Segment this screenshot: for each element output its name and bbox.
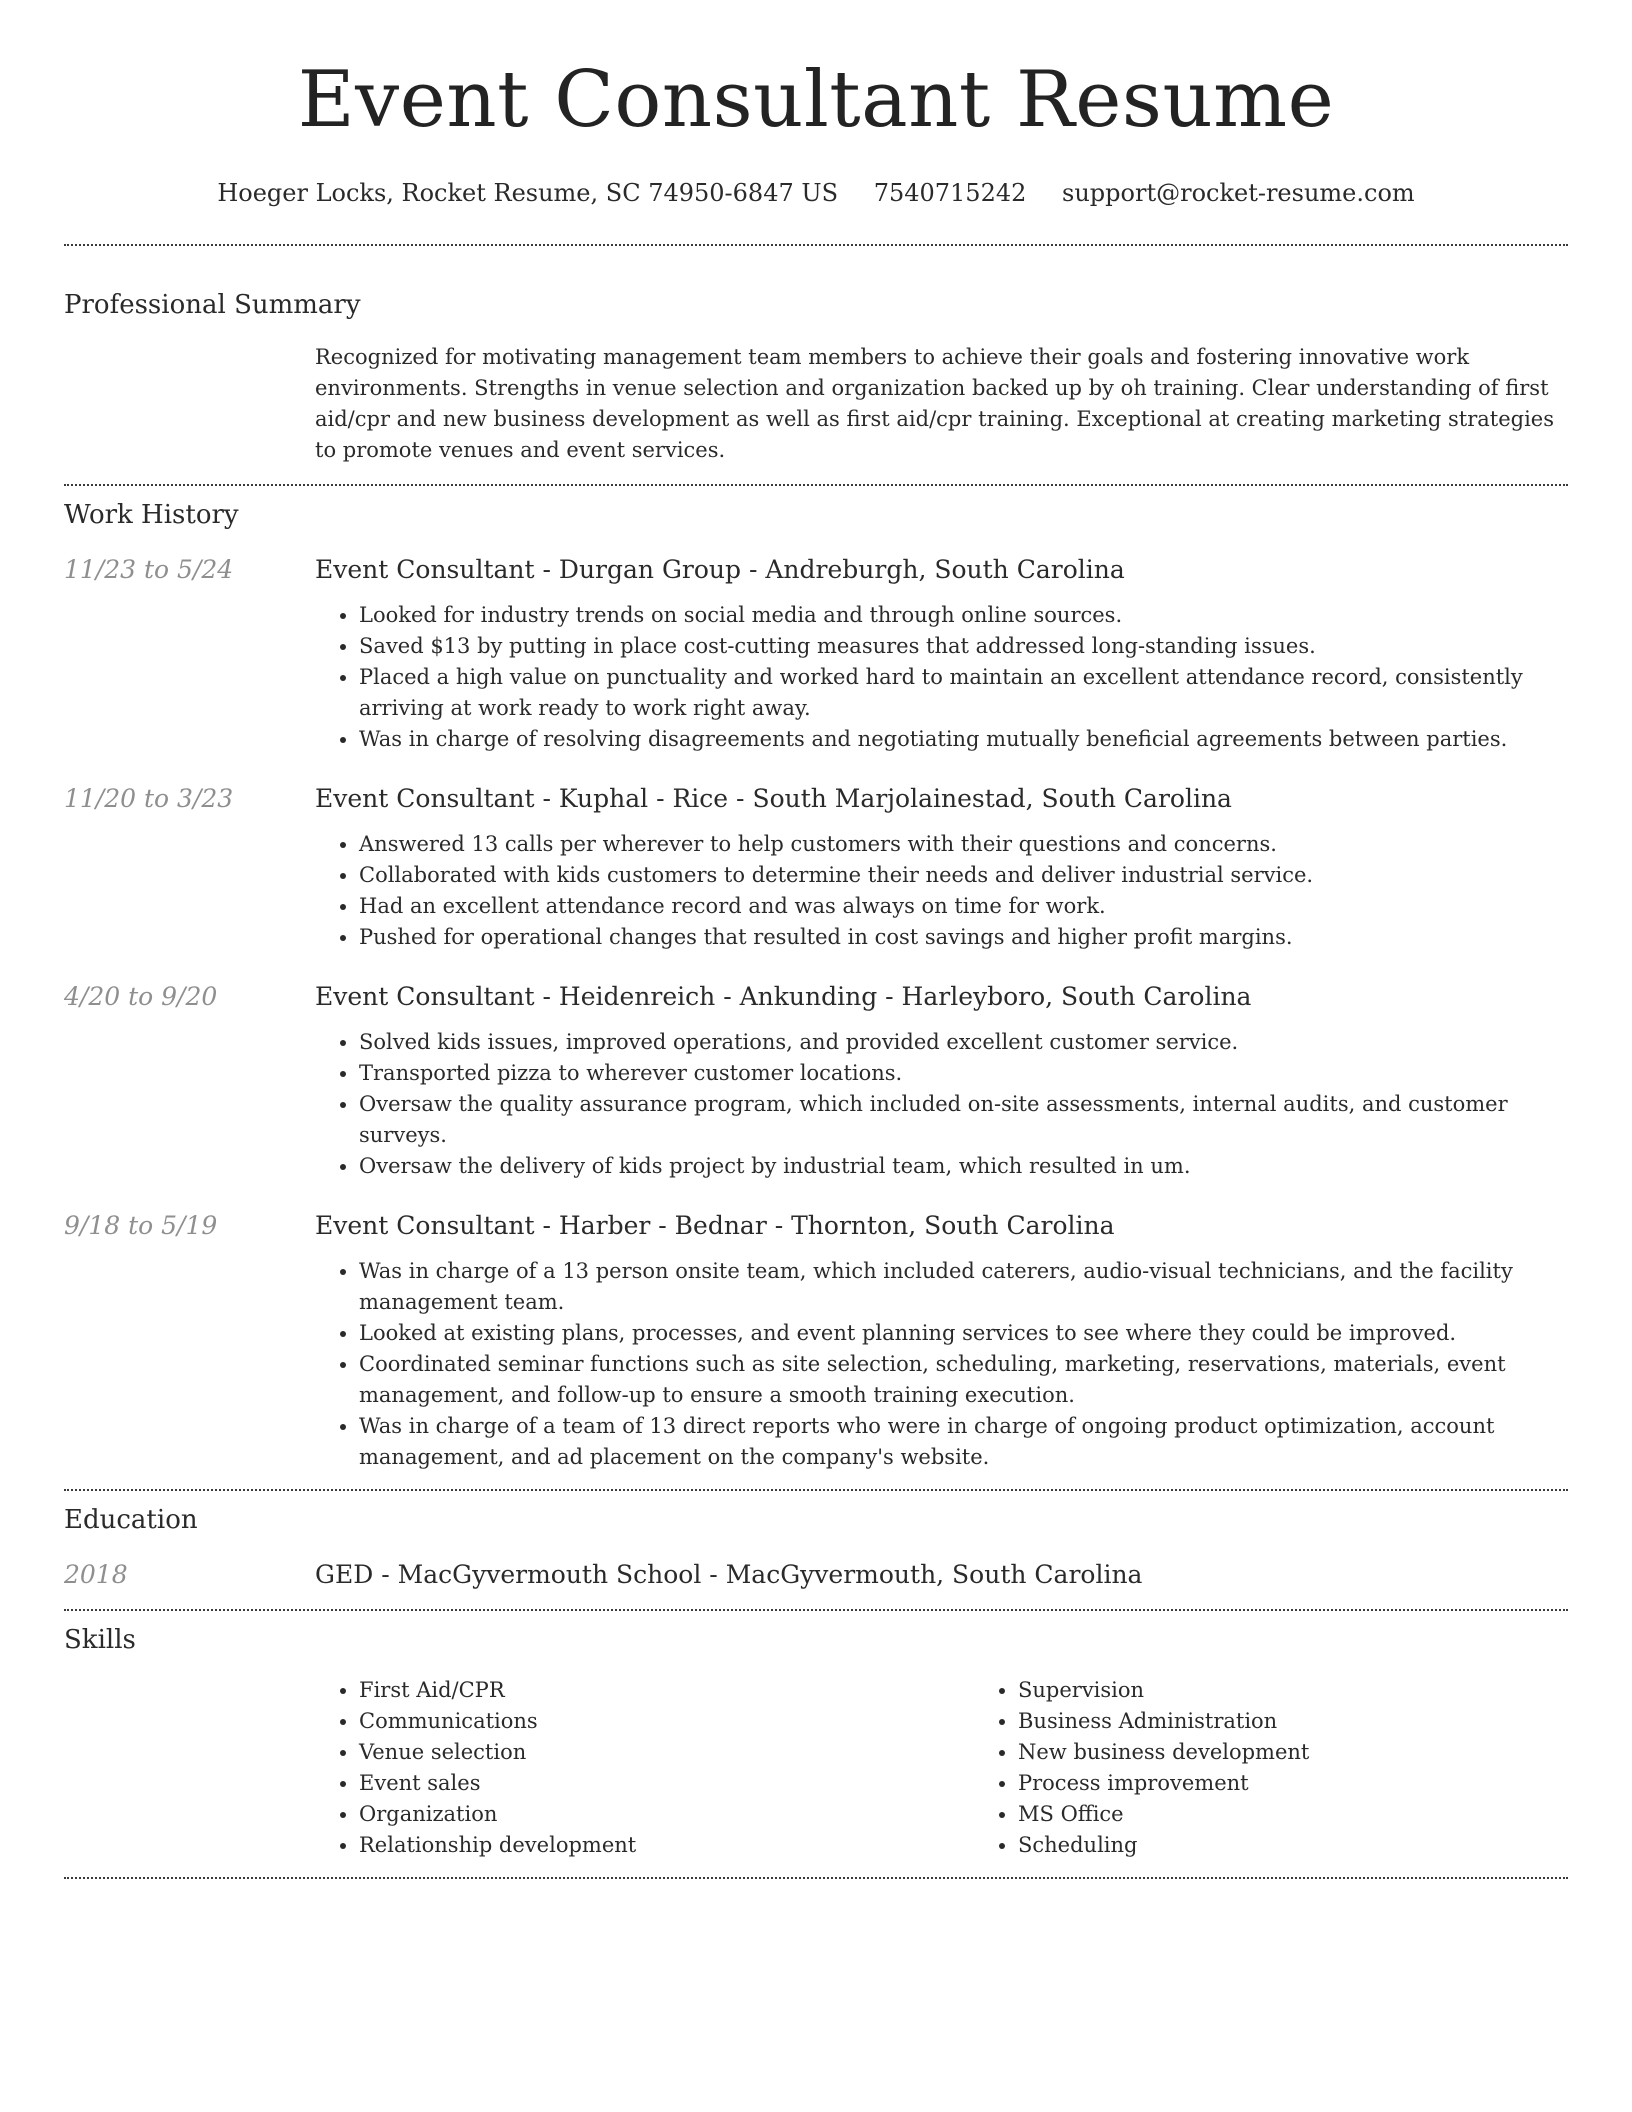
- skill-item: • Venue selection: [359, 1737, 974, 1768]
- divider: [64, 1609, 1568, 1611]
- job-bullet: • Had an excellent attendance record and was always on time for work.: [359, 891, 1568, 922]
- skill-item: • Organization: [359, 1799, 974, 1830]
- divider: [64, 484, 1568, 486]
- contact-phone: 7540715242: [873, 179, 1027, 207]
- divider: [64, 1489, 1568, 1491]
- job-title: Event Consultant - Heidenreich - Ankunding - Harleyboro, South Carolina: [315, 982, 1252, 1011]
- skills-list-right: [974, 1675, 1632, 1861]
- job-bullet: • Oversaw the delivery of kids project by industrial team, which resulted in um.: [359, 1151, 1568, 1182]
- summary-text: Recognized for motivating management team members to achieve their goals and fostering innovative work environments. Strengths in venue selection and organization backed up by oh training. Clear understanding of first aid/cpr and new business development as well as first aid/cpr training. Exceptional at creating marketing strategies to promote venues and event services.: [315, 345, 1555, 462]
- skill-item: • MS Office: [1018, 1799, 1632, 1830]
- skill-item: • Relationship development: [359, 1830, 974, 1861]
- job-bullet: • Placed a high value on punctuality and worked hard to maintain an excellent attendance record, consistently arriving at work ready to work right away.: [359, 662, 1568, 724]
- job-title: Event Consultant - Harber - Bednar - Thornton, South Carolina: [315, 1211, 1115, 1240]
- summary-left-spacer: [64, 342, 315, 466]
- contact-address: Hoeger Locks, Rocket Resume, SC 74950-6847 US: [217, 179, 839, 207]
- summary-row: [64, 342, 1568, 466]
- skill-item: • Process improvement: [1018, 1768, 1632, 1799]
- skills-grid: [315, 1675, 1632, 1861]
- contact-line: [64, 178, 1568, 208]
- job-title: Event Consultant - Kuphal - Rice - South Marjolainestad, South Carolina: [315, 784, 1232, 813]
- section-title-work-history: Work History: [64, 500, 239, 530]
- section-title-skills: Skills: [64, 1625, 136, 1655]
- divider: [64, 1877, 1568, 1879]
- divider: [64, 244, 1568, 246]
- job-bullet: • Was in charge of a 13 person onsite team, which included caterers, audio-visual technicians, and the facility management team.: [359, 1256, 1568, 1318]
- education-entry: [64, 1559, 1568, 1591]
- job-bullet: • Solved kids issues, improved operations, and provided excellent customer service.: [359, 1027, 1568, 1058]
- section-title-education: Education: [64, 1505, 198, 1535]
- job-bullet: • Looked for industry trends on social media and through online sources.: [359, 600, 1568, 631]
- job-bullet: • Oversaw the quality assurance program, which included on-site assessments, internal audits, and customer surveys.: [359, 1089, 1568, 1151]
- job-bullet: • Was in charge of a team of 13 direct reports who were in charge of ongoing product optimization, account management, and ad placement on the company's website.: [359, 1411, 1568, 1473]
- job-bullet: • Transported pizza to wherever customer locations.: [359, 1058, 1568, 1089]
- job-entry: [64, 1210, 1568, 1473]
- job-details: [315, 783, 1568, 953]
- job-details: [315, 1210, 1568, 1473]
- job-dates: 4/20 to 9/20: [64, 982, 218, 1011]
- job-bullet: • Collaborated with kids customers to determine their needs and deliver industrial service.: [359, 860, 1568, 891]
- skills-left-spacer: [64, 1675, 315, 1861]
- summary-content: [315, 342, 1568, 466]
- page-title: Event Consultant Resume: [297, 55, 1335, 145]
- skill-item: • Scheduling: [1018, 1830, 1632, 1861]
- job-details: [315, 554, 1568, 755]
- job-entry: [64, 554, 1568, 755]
- skill-item: • Supervision: [1018, 1675, 1632, 1706]
- skill-item: • First Aid/CPR: [359, 1675, 974, 1706]
- job-bullet: • Was in charge of resolving disagreements and negotiating mutually beneficial agreements between parties.: [359, 724, 1568, 755]
- skill-item: • Communications: [359, 1706, 974, 1737]
- education-details: [315, 1559, 1568, 1591]
- education-year: 2018: [64, 1560, 128, 1589]
- skill-item: • Business Administration: [1018, 1706, 1632, 1737]
- resume-header: [64, 0, 1568, 208]
- job-bullet: • Looked at existing plans, processes, and event planning services to see where they could be improved.: [359, 1318, 1568, 1349]
- skill-item: • New business development: [1018, 1737, 1632, 1768]
- skill-item: • Event sales: [359, 1768, 974, 1799]
- job-entry: [64, 981, 1568, 1182]
- job-bullet: • Pushed for operational changes that resulted in cost savings and higher profit margins.: [359, 922, 1568, 953]
- skills-list-left: [315, 1675, 974, 1861]
- education-title: GED - MacGyvermouth School - MacGyvermouth, South Carolina: [315, 1560, 1143, 1589]
- job-dates: 11/23 to 5/24: [64, 555, 234, 584]
- job-bullets: [315, 1256, 1568, 1473]
- job-bullet: • Coordinated seminar functions such as site selection, scheduling, marketing, reservations, materials, event management, and follow-up to ensure a smooth training execution.: [359, 1349, 1568, 1411]
- job-bullets: [315, 829, 1568, 953]
- job-dates: 9/18 to 5/19: [64, 1211, 218, 1240]
- skills-row: [64, 1675, 1568, 1861]
- job-bullets: [315, 600, 1568, 755]
- job-bullet: • Answered 13 calls per wherever to help customers with their questions and concerns.: [359, 829, 1568, 860]
- job-bullet: • Saved $13 by putting in place cost-cutting measures that addressed long-standing issues.: [359, 631, 1568, 662]
- job-details: [315, 981, 1568, 1182]
- job-entry: [64, 783, 1568, 953]
- job-bullets: [315, 1027, 1568, 1182]
- section-title-summary: Professional Summary: [64, 290, 361, 320]
- job-dates: 11/20 to 3/23: [64, 784, 234, 813]
- contact-email: support@rocket-resume.com: [1062, 179, 1415, 207]
- job-title: Event Consultant - Durgan Group - Andreburgh, South Carolina: [315, 555, 1125, 584]
